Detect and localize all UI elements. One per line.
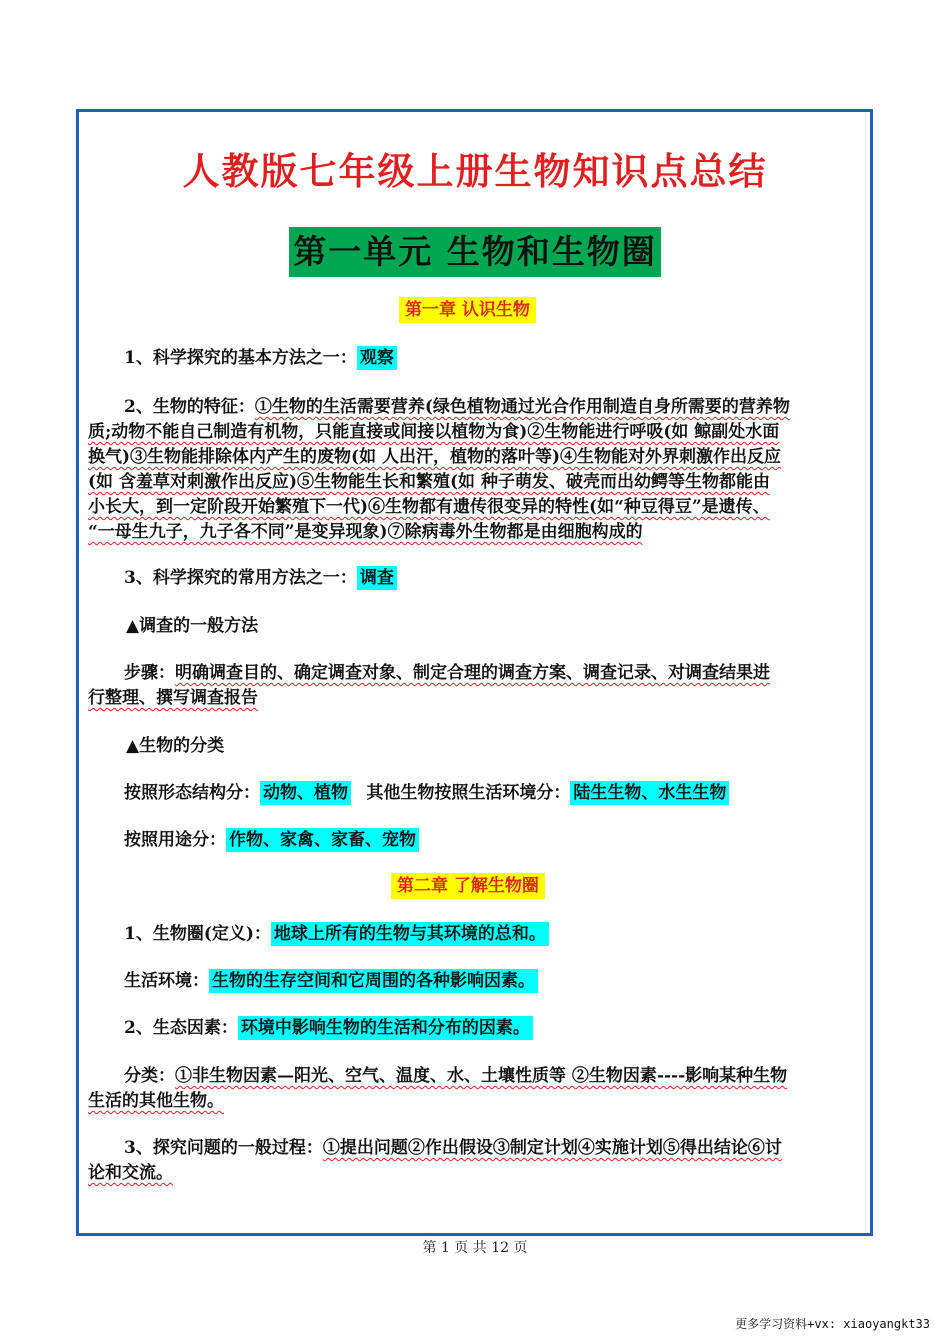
chapter-2-point-2 — [88, 1016, 902, 1041]
chapter-2-heading: 第二章 了解生物圈 — [391, 873, 545, 899]
point-2-line-6: “一母生九子，九子各不同”是变异现象)⑦除病毒外生物都是由细胞构成的 — [88, 522, 643, 542]
steps-text: 明确调查目的、确定调查对象、制定合理的调查方案、调查记录、对调查结果进 — [175, 663, 770, 683]
classification-label: 分类： — [124, 1066, 175, 1086]
biosphere-label: 1、生物圈(定义)： — [124, 924, 271, 944]
point-2-label: 2、生物的特征： — [124, 397, 255, 417]
classification-use — [88, 828, 902, 853]
classification-line-2: 生活的其他生物。 — [88, 1091, 224, 1111]
survey-heading: ▲调查的一般方法 — [126, 616, 259, 636]
classification-use-answer: 作物、家禽、家畜、宠物 — [226, 828, 419, 852]
point-2-line-2: 质;动物不能自己制造有机物，只能直接或间接以植物为食)②生物能进行呼吸(如 鲸副处水面 — [88, 422, 780, 442]
point-1-answer: 观察 — [357, 346, 397, 370]
point-1-label: 1、科学探究的基本方法之一： — [124, 348, 357, 368]
steps-line-1 — [88, 661, 902, 686]
document-title: 人教版七年级上册生物知识点总结 — [182, 149, 768, 193]
inquiry-process-text: ①提出问题②作出假设③制定计划④实施计划⑤得出结论⑥讨 — [322, 1138, 782, 1158]
point-2-line-1 — [88, 395, 902, 420]
point-2-line-3: 换气)③生物能排除体内产生的废物(如 人出汗，植物的落叶等)④生物能对外界刺激作出反应 — [88, 447, 782, 467]
living-environment — [88, 969, 902, 994]
point-2-line-5: 小长大，到一定阶段开始繁殖下一代)⑥生物都有遗传很变异的特性(如“种豆得豆”是遗传、 — [88, 497, 770, 517]
point-3-label: 3、科学探究的常用方法之一： — [124, 568, 357, 588]
point-2-text: ①生物的生活需要营养(绿色植物通过光合作用制造自身所需要的营养物 — [254, 397, 790, 417]
inquiry-process-label: 3、探究问题的一般过程： — [124, 1138, 323, 1158]
classification-form — [88, 781, 902, 806]
ecological-factor-definition: 环境中影响生物的生活和分布的因素。 — [238, 1016, 533, 1040]
steps-label: 步骤： — [124, 663, 175, 683]
page-number: 第 1 页 共 12 页 — [422, 1240, 528, 1256]
chapter-2-point-1 — [88, 922, 902, 947]
ecological-factor-label: 2、生态因素： — [124, 1018, 238, 1038]
living-environment-label: 生活环境： — [124, 971, 209, 991]
classification-text: ①非生物因素—阳光、空气、温度、水、土壤性质等 ②生物因素----影响某种生物 — [175, 1066, 788, 1086]
classification-form-answer: 动物、植物 — [260, 781, 351, 805]
classification-line-1 — [88, 1064, 902, 1089]
chapter-1-heading: 第一章 认识生物 — [399, 297, 536, 323]
classification-env-label: 其他生物按照生活环境分： — [366, 783, 571, 803]
biosphere-definition: 地球上所有的生物与其环境的总和。 — [271, 922, 549, 946]
living-environment-definition: 生物的生存空间和它周围的各种影响因素。 — [209, 969, 538, 993]
unit-title: 第一单元 生物和生物圈 — [289, 227, 661, 277]
classification-env-answer: 陆生生物、水生生物 — [570, 781, 729, 805]
classification-use-label: 按照用途分： — [124, 830, 226, 850]
classification-heading: ▲生物的分类 — [126, 736, 225, 756]
point-3-answer: 调查 — [357, 566, 397, 590]
point-3 — [88, 566, 902, 591]
steps-line-2: 行整理、撰写调查报告 — [88, 688, 258, 708]
point-1 — [88, 346, 902, 371]
chapter-2-point-3-line-1 — [88, 1136, 902, 1161]
point-2-line-4: (如 含羞草对刺激作出反应)⑤生物能生长和繁殖(如 种子萌发、破壳而出幼鳄等生物都能由 — [88, 472, 770, 492]
chapter-2-point-3-line-2: 论和交流。 — [88, 1163, 173, 1183]
watermark-text: 更多学习资料+vx: xiaoyangkt33 — [735, 1317, 930, 1331]
classification-form-label: 按照形态结构分： — [124, 783, 260, 803]
